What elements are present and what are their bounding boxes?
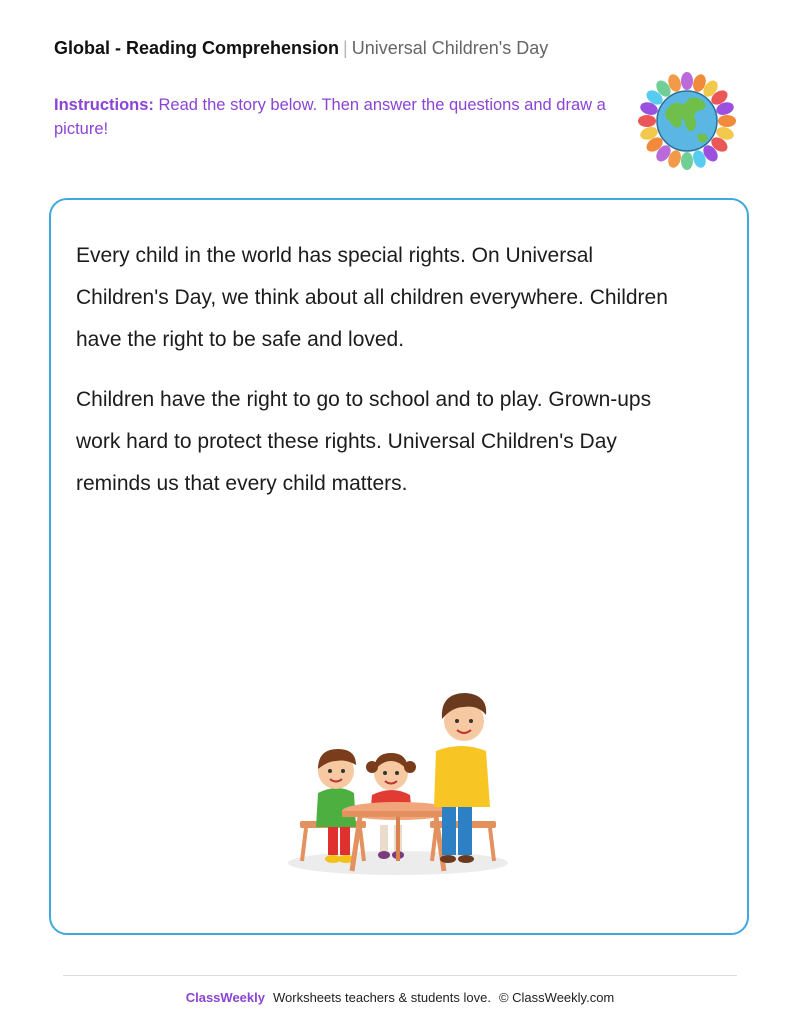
page-title: Global - Reading Comprehension	[54, 38, 340, 58]
footer-divider	[63, 975, 737, 976]
page-footer	[0, 990, 800, 1005]
children-at-table-illustration	[280, 675, 520, 885]
instructions	[54, 93, 609, 141]
hand-shape	[718, 115, 736, 127]
title-separator: |	[343, 38, 348, 58]
globe-with-hands-icon	[624, 58, 750, 184]
hand-shape	[638, 115, 656, 127]
page-header	[54, 38, 548, 59]
story-text	[76, 235, 676, 523]
instructions-text: Read the story below. Then answer the questions and draw a picture!	[54, 96, 606, 138]
hand-shape	[681, 72, 693, 90]
footer-copyright: © ClassWeekly.com	[498, 990, 615, 1005]
footer-brand: ClassWeekly	[185, 990, 265, 1005]
footer-tagline: Worksheets teachers & students love.	[272, 990, 491, 1005]
story-paragraph: Every child in the world has special rights. On Universal Children's Day, we think about all children everywhere. Children have the right to be safe and loved.	[76, 244, 668, 351]
hand-shape	[681, 152, 693, 170]
story-paragraph: Children have the right to go to school and to play. Grown-ups work hard to protect these rights. Universal Children's Day reminds us that every child matters.	[76, 388, 652, 495]
instructions-lead: Instructions:	[54, 96, 154, 114]
page-subtitle: Universal Children's Day	[351, 38, 549, 58]
